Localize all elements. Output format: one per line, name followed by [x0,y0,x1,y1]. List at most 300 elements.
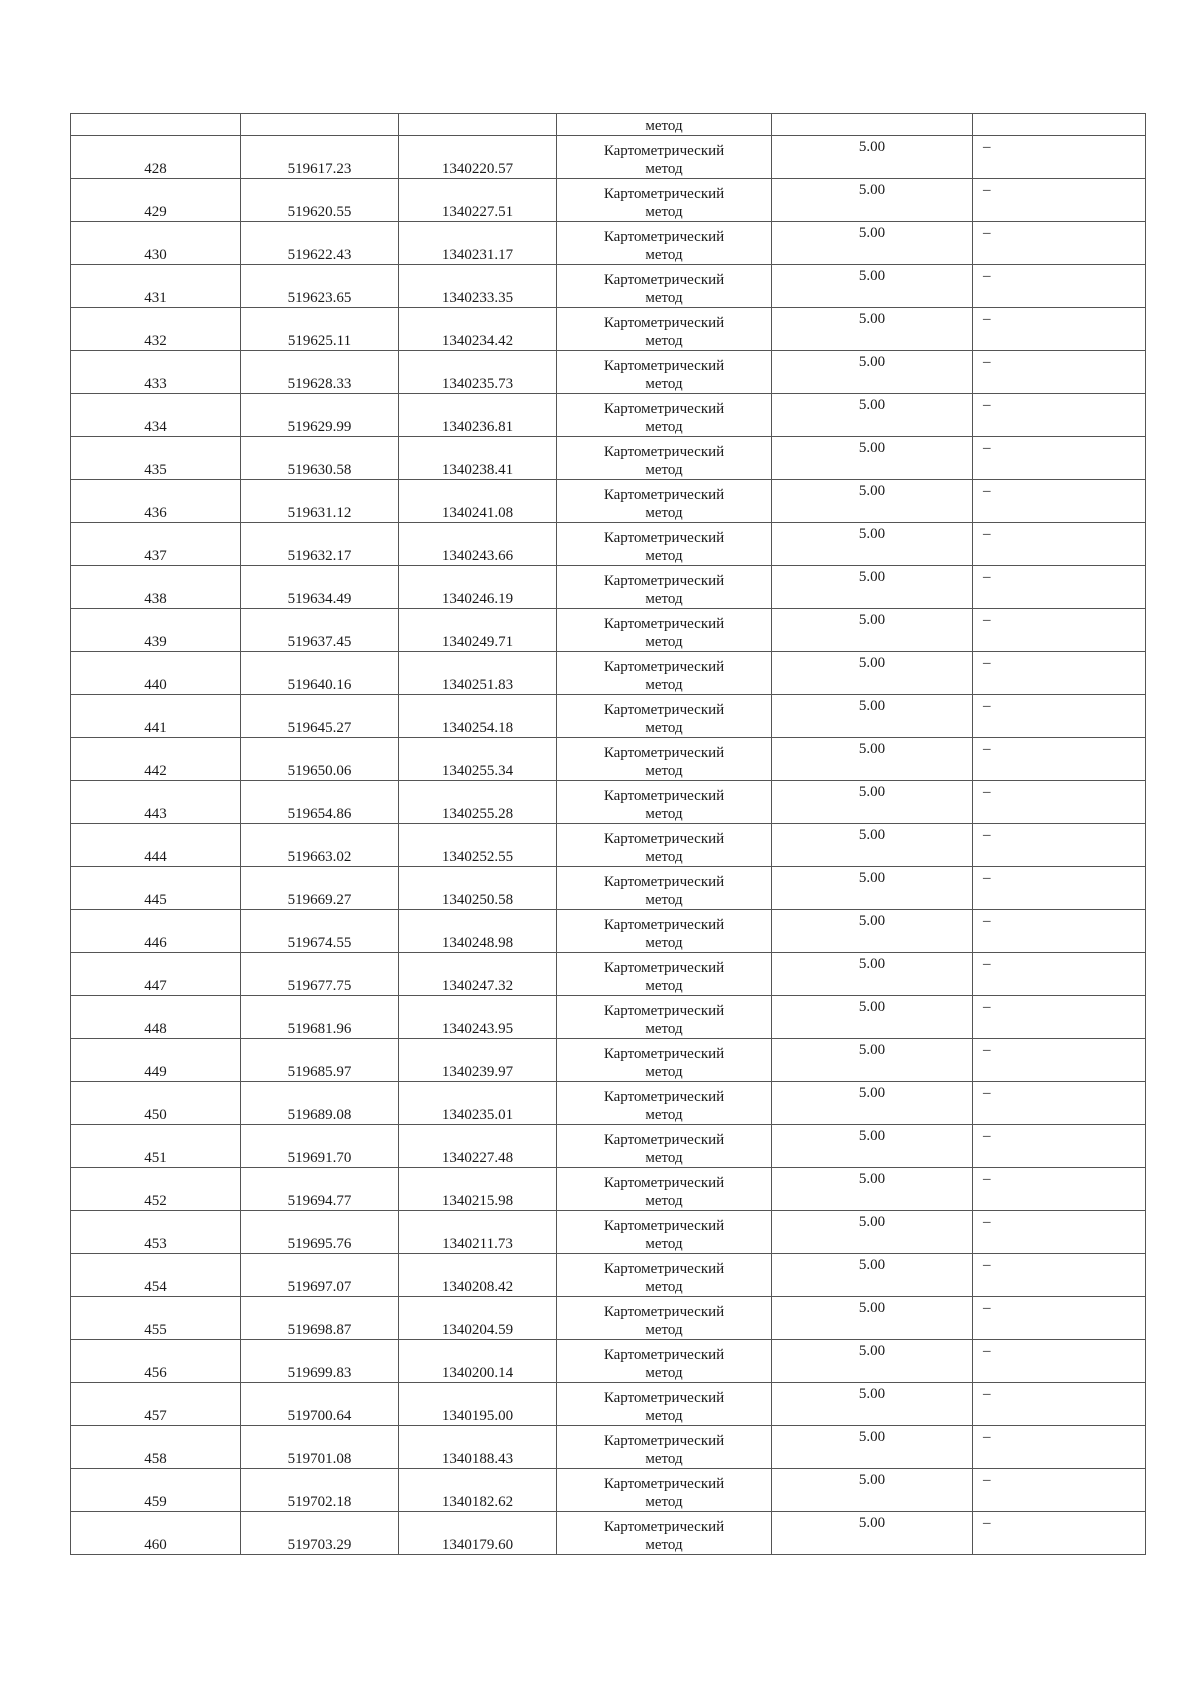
note-value: – [973,566,1146,609]
method-line1: Картометрический [603,702,725,718]
accuracy-value: 5.00 [772,1426,973,1469]
cell-x [241,114,399,136]
note-value: – [973,480,1146,523]
point-number: 444 [71,824,241,867]
note-value: – [973,265,1146,308]
accuracy-value: 5.00 [772,824,973,867]
point-number: 441 [71,695,241,738]
coordinate-x: 519617.23 [241,136,399,179]
method-line1: Картометрический [603,1003,725,1019]
accuracy-value: 5.00 [772,1469,973,1512]
table-row [71,695,1146,738]
method-line1: Картометрический [603,401,725,417]
method-cell [557,1082,772,1125]
note-value: – [973,1297,1146,1340]
table-row [71,136,1146,179]
table-row [71,609,1146,652]
accuracy-value: 5.00 [772,179,973,222]
coordinate-x: 519681.96 [241,996,399,1039]
method-cell [557,523,772,566]
method-line2: метод [645,591,683,607]
method-line2: метод [645,806,683,822]
note-value: – [973,1039,1146,1082]
method-line1: Картометрический [603,229,725,245]
note-value: – [973,996,1146,1039]
coordinate-x: 519691.70 [241,1125,399,1168]
method-line2: метод [645,1494,683,1510]
method-cell [557,480,772,523]
method-line2: метод [645,1064,683,1080]
table-row [71,265,1146,308]
method-cell [557,222,772,265]
method-line2: метод [645,763,683,779]
method-line1: Картометрический [603,1347,725,1363]
accuracy-value: 5.00 [772,1082,973,1125]
accuracy-value: 5.00 [772,437,973,480]
note-value: – [973,437,1146,480]
method-line1: Картометрический [603,1476,725,1492]
coordinate-y: 1340200.14 [399,1340,557,1383]
accuracy-value: 5.00 [772,1340,973,1383]
note-value: – [973,867,1146,910]
table-row [71,1340,1146,1383]
coordinates-table [70,113,1146,1555]
method-line2: метод [645,1537,683,1553]
method-line1: Картометрический [603,917,725,933]
coordinate-y: 1340233.35 [399,265,557,308]
method-cell [557,1297,772,1340]
point-number: 437 [71,523,241,566]
method-line2: метод [645,290,683,306]
coordinate-y: 1340251.83 [399,652,557,695]
method-line1: Картометрический [603,1433,725,1449]
note-value: – [973,1254,1146,1297]
accuracy-value: 5.00 [772,308,973,351]
method-cell [557,781,772,824]
note-value: – [973,179,1146,222]
point-number: 452 [71,1168,241,1211]
accuracy-value: 5.00 [772,1512,973,1555]
table-row [71,1211,1146,1254]
method-line2: метод [645,720,683,736]
coordinate-x: 519631.12 [241,480,399,523]
method-cell [557,351,772,394]
coordinate-y: 1340234.42 [399,308,557,351]
method-line2: метод [645,548,683,564]
method-cell [557,265,772,308]
coordinate-y: 1340246.19 [399,566,557,609]
accuracy-value: 5.00 [772,480,973,523]
method-line1: Картометрический [603,315,725,331]
table-row [71,222,1146,265]
coordinate-x: 519654.86 [241,781,399,824]
point-number: 440 [71,652,241,695]
note-value: – [973,953,1146,996]
note-value: – [973,1512,1146,1555]
method-line2: метод [645,247,683,263]
method-line2: метод [645,1021,683,1037]
note-value: – [973,609,1146,652]
method-line1: Картометрический [603,1046,725,1062]
point-number: 459 [71,1469,241,1512]
point-number: 434 [71,394,241,437]
method-line2: метод [645,935,683,951]
point-number: 446 [71,910,241,953]
method-line2: метод [645,1193,683,1209]
method-line2: метод [645,677,683,693]
coordinate-y: 1340255.28 [399,781,557,824]
coordinate-y: 1340243.66 [399,523,557,566]
table-row [71,953,1146,996]
coordinate-y: 1340235.73 [399,351,557,394]
method-line2: метод [645,978,683,994]
method-cell [557,1211,772,1254]
coordinate-x: 519632.17 [241,523,399,566]
cell-number [71,114,241,136]
method-line2: метод [645,204,683,220]
method-line2: метод [645,1408,683,1424]
coordinate-x: 519695.76 [241,1211,399,1254]
note-value: – [973,394,1146,437]
accuracy-value: 5.00 [772,265,973,308]
method-cell [557,609,772,652]
table-row [71,824,1146,867]
accuracy-value: 5.00 [772,351,973,394]
coordinate-x: 519634.49 [241,566,399,609]
method-cell [557,1426,772,1469]
table-row [71,738,1146,781]
table-row [71,1426,1146,1469]
method-line2: метод [645,1365,683,1381]
coordinate-y: 1340250.58 [399,867,557,910]
accuracy-value: 5.00 [772,609,973,652]
note-value: – [973,523,1146,566]
continuation-row [71,114,1146,136]
cell-method [557,114,772,136]
note-value: – [973,1426,1146,1469]
table-row [71,1125,1146,1168]
coordinate-y: 1340248.98 [399,910,557,953]
accuracy-value: 5.00 [772,222,973,265]
coordinate-x: 519630.58 [241,437,399,480]
method-cell [557,910,772,953]
point-number: 442 [71,738,241,781]
method-line1: Картометрический [603,143,725,159]
note-value: – [973,1168,1146,1211]
coordinate-x: 519685.97 [241,1039,399,1082]
accuracy-value: 5.00 [772,781,973,824]
method-cell [557,1469,772,1512]
accuracy-value: 5.00 [772,136,973,179]
table-row [71,1254,1146,1297]
point-number: 455 [71,1297,241,1340]
accuracy-value: 5.00 [772,1125,973,1168]
accuracy-value: 5.00 [772,1039,973,1082]
coordinates-table-body [71,114,1146,1555]
note-value: – [973,308,1146,351]
table-row [71,179,1146,222]
method-line1: Картометрический [603,1089,725,1105]
method-line1: Картометрический [603,788,725,804]
method-line1: Картометрический [603,1132,725,1148]
coordinate-x: 519640.16 [241,652,399,695]
accuracy-value: 5.00 [772,394,973,437]
note-value: – [973,1340,1146,1383]
method-cell [557,867,772,910]
method-line2: метод [645,1451,683,1467]
method-cell [557,1512,772,1555]
coordinate-y: 1340188.43 [399,1426,557,1469]
table-row [71,523,1146,566]
accuracy-value: 5.00 [772,1297,973,1340]
table-row [71,781,1146,824]
point-number: 451 [71,1125,241,1168]
accuracy-value: 5.00 [772,953,973,996]
coordinate-y: 1340211.73 [399,1211,557,1254]
accuracy-value: 5.00 [772,1383,973,1426]
point-number: 458 [71,1426,241,1469]
coordinate-x: 519701.08 [241,1426,399,1469]
point-number: 448 [71,996,241,1039]
coordinate-x: 519697.07 [241,1254,399,1297]
cell-note [973,114,1146,136]
coordinate-y: 1340227.51 [399,179,557,222]
method-line2: метод [645,419,683,435]
method-cell [557,566,772,609]
note-value: – [973,824,1146,867]
point-number: 453 [71,1211,241,1254]
method-cell [557,824,772,867]
method-line1: Картометрический [603,186,725,202]
method-cell [557,996,772,1039]
method-line1: Картометрический [603,1519,725,1535]
point-number: 438 [71,566,241,609]
coordinate-x: 519620.55 [241,179,399,222]
coordinate-y: 1340243.95 [399,996,557,1039]
method-cell [557,179,772,222]
table-row [71,1082,1146,1125]
method-cell [557,1168,772,1211]
method-line2: метод [645,462,683,478]
point-number: 435 [71,437,241,480]
point-number: 433 [71,351,241,394]
method-line1: Картометрический [603,358,725,374]
method-cell [557,437,772,480]
coordinate-x: 519669.27 [241,867,399,910]
method-line1: Картометрический [603,530,725,546]
method-line1: Картометрический [603,573,725,589]
method-line2: метод [645,376,683,392]
coordinate-x: 519628.33 [241,351,399,394]
accuracy-value: 5.00 [772,910,973,953]
coordinate-y: 1340227.48 [399,1125,557,1168]
coordinate-y: 1340238.41 [399,437,557,480]
coordinate-x: 519629.99 [241,394,399,437]
method-line1: Картометрический [603,745,725,761]
method-tail: метод [645,118,683,134]
method-line1: Картометрический [603,1304,725,1320]
table-row [71,351,1146,394]
accuracy-value: 5.00 [772,1254,973,1297]
accuracy-value: 5.00 [772,695,973,738]
coordinate-y: 1340239.97 [399,1039,557,1082]
method-line2: метод [645,1279,683,1295]
method-line1: Картометрический [603,487,725,503]
table-row [71,566,1146,609]
coordinate-x: 519622.43 [241,222,399,265]
method-cell [557,308,772,351]
method-line1: Картометрический [603,1218,725,1234]
method-cell [557,136,772,179]
method-line2: метод [645,892,683,908]
coordinate-y: 1340235.01 [399,1082,557,1125]
note-value: – [973,136,1146,179]
table-row [71,1383,1146,1426]
coordinate-x: 519650.06 [241,738,399,781]
table-row [71,437,1146,480]
method-line2: метод [645,1107,683,1123]
method-line2: метод [645,1322,683,1338]
method-line1: Картометрический [603,1261,725,1277]
table-row [71,1168,1146,1211]
table-row [71,996,1146,1039]
table-row [71,1512,1146,1555]
coordinate-y: 1340208.42 [399,1254,557,1297]
note-value: – [973,1383,1146,1426]
note-value: – [973,695,1146,738]
note-value: – [973,738,1146,781]
coordinate-y: 1340247.32 [399,953,557,996]
note-value: – [973,1469,1146,1512]
point-number: 439 [71,609,241,652]
coordinate-x: 519703.29 [241,1512,399,1555]
table-row [71,910,1146,953]
table-row [71,867,1146,910]
point-number: 443 [71,781,241,824]
table-row [71,480,1146,523]
point-number: 456 [71,1340,241,1383]
coordinate-x: 519677.75 [241,953,399,996]
table-row [71,308,1146,351]
coordinate-y: 1340204.59 [399,1297,557,1340]
coordinate-x: 519674.55 [241,910,399,953]
method-cell [557,1254,772,1297]
coordinate-y: 1340220.57 [399,136,557,179]
note-value: – [973,1082,1146,1125]
cell-accuracy [772,114,973,136]
note-value: – [973,910,1146,953]
method-cell [557,738,772,781]
note-value: – [973,351,1146,394]
accuracy-value: 5.00 [772,738,973,781]
accuracy-value: 5.00 [772,867,973,910]
coordinate-y: 1340182.62 [399,1469,557,1512]
method-cell [557,1340,772,1383]
method-cell [557,1125,772,1168]
table-row [71,394,1146,437]
point-number: 449 [71,1039,241,1082]
method-line1: Картометрический [603,874,725,890]
coordinate-y: 1340249.71 [399,609,557,652]
point-number: 430 [71,222,241,265]
note-value: – [973,1125,1146,1168]
method-line1: Картометрический [603,960,725,976]
coordinate-y: 1340179.60 [399,1512,557,1555]
table-row [71,1297,1146,1340]
coordinate-x: 519623.65 [241,265,399,308]
coordinate-y: 1340254.18 [399,695,557,738]
cell-y [399,114,557,136]
coordinate-x: 519625.11 [241,308,399,351]
method-cell [557,394,772,437]
coordinate-x: 519663.02 [241,824,399,867]
coordinate-y: 1340255.34 [399,738,557,781]
coordinate-y: 1340195.00 [399,1383,557,1426]
method-cell [557,953,772,996]
method-line1: Картометрический [603,444,725,460]
method-line1: Картометрический [603,831,725,847]
coordinate-y: 1340241.08 [399,480,557,523]
coordinate-y: 1340215.98 [399,1168,557,1211]
point-number: 432 [71,308,241,351]
method-line1: Картометрический [603,659,725,675]
coordinate-y: 1340231.17 [399,222,557,265]
note-value: – [973,781,1146,824]
note-value: – [973,222,1146,265]
coordinate-x: 519698.87 [241,1297,399,1340]
accuracy-value: 5.00 [772,523,973,566]
table-row [71,1039,1146,1082]
method-line2: метод [645,505,683,521]
coordinate-x: 519645.27 [241,695,399,738]
point-number: 454 [71,1254,241,1297]
accuracy-value: 5.00 [772,1168,973,1211]
point-number: 429 [71,179,241,222]
method-cell [557,695,772,738]
point-number: 431 [71,265,241,308]
coordinate-y: 1340236.81 [399,394,557,437]
coordinate-x: 519699.83 [241,1340,399,1383]
table-row [71,1469,1146,1512]
method-line2: метод [645,1150,683,1166]
method-cell [557,652,772,695]
method-line2: метод [645,1236,683,1252]
method-line1: Картометрический [603,272,725,288]
method-line2: метод [645,849,683,865]
point-number: 450 [71,1082,241,1125]
method-cell [557,1383,772,1426]
coordinate-x: 519700.64 [241,1383,399,1426]
coordinate-x: 519702.18 [241,1469,399,1512]
point-number: 457 [71,1383,241,1426]
point-number: 436 [71,480,241,523]
method-line1: Картометрический [603,1390,725,1406]
coordinate-x: 519694.77 [241,1168,399,1211]
accuracy-value: 5.00 [772,996,973,1039]
point-number: 460 [71,1512,241,1555]
point-number: 447 [71,953,241,996]
method-line1: Картометрический [603,1175,725,1191]
point-number: 445 [71,867,241,910]
method-line2: метод [645,333,683,349]
coordinate-x: 519637.45 [241,609,399,652]
accuracy-value: 5.00 [772,1211,973,1254]
method-line2: метод [645,161,683,177]
accuracy-value: 5.00 [772,566,973,609]
method-line1: Картометрический [603,616,725,632]
method-cell [557,1039,772,1082]
method-line2: метод [645,634,683,650]
